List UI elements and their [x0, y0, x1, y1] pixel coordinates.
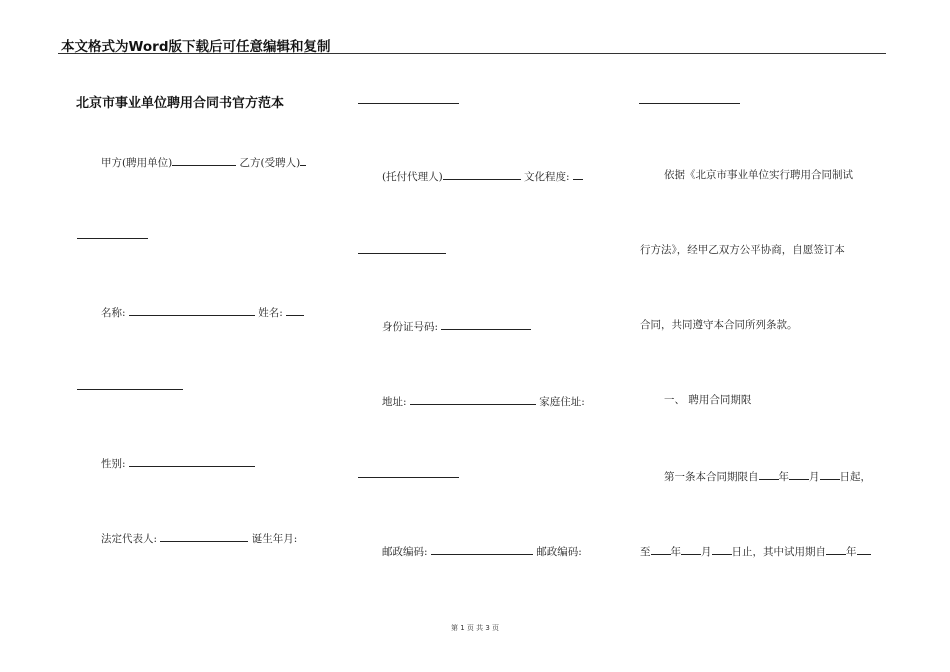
party-line [101, 154, 306, 170]
education-label: 文化程度: [524, 171, 570, 183]
clause-1-month: 月 [809, 471, 820, 483]
person-name-label: 姓名: [258, 307, 283, 319]
postcode-blank-1 [431, 543, 533, 555]
party-a-label: 甲方(聘用单位) [101, 157, 173, 169]
section-1-title: 一、 聘用合同期限 [664, 394, 752, 406]
id-blank [441, 318, 531, 330]
document-title: 北京市事业单位聘用合同书官方范本 [76, 96, 285, 111]
col2-top-blank [358, 103, 459, 104]
person-name-blank [286, 304, 304, 316]
probation-month-blank [857, 543, 871, 555]
agent-blank [443, 168, 521, 180]
postcode-label-2: 邮政编码: [536, 546, 582, 558]
postcode-line [382, 543, 582, 559]
header-divider [58, 53, 886, 54]
start-month-blank [789, 468, 809, 480]
probation-year-blank [826, 543, 846, 555]
id-line [382, 318, 531, 334]
clause-1b-year2: 年 [846, 546, 857, 558]
agent-continuation-blank [358, 253, 446, 254]
clause-1b-year: 年 [670, 546, 681, 558]
agent-line [382, 168, 583, 184]
start-year-blank [759, 468, 779, 480]
name-blank [129, 304, 255, 316]
party-b-label: 乙方(受聘人) [239, 157, 301, 169]
id-label: 身份证号码: [382, 321, 439, 333]
party-a-blank [172, 154, 236, 166]
party-continuation-blank [77, 238, 148, 239]
name-label: 名称: [101, 307, 126, 319]
agent-label: (托付代理人) [382, 171, 443, 183]
col3-top-blank [639, 103, 740, 104]
end-month-blank [681, 543, 701, 555]
clause-1-prefix: 第一条本合同期限自 [664, 471, 759, 483]
clause-1b-month: 月 [701, 546, 712, 558]
start-day-blank [820, 468, 840, 480]
end-year-blank [651, 543, 671, 555]
clause-1-line2 [640, 543, 871, 559]
legal-rep-line [101, 530, 297, 546]
para1-line2: 行方法》，经甲乙双方公平协商，自愿签订本 [640, 244, 845, 256]
para1-line3: 合同，共同遵守本合同所列条款。 [640, 319, 798, 331]
clause-1-day: 日起， [839, 471, 871, 483]
gender-line [101, 455, 255, 471]
address-blank [410, 393, 536, 405]
clause-1b-prefix: 至 [640, 546, 651, 558]
clause-1-line1 [664, 468, 871, 484]
party-b-blank [300, 154, 306, 166]
legal-rep-label: 法定代表人: [101, 533, 158, 545]
clause-1b-day-end: 日止，其中试用期自 [731, 546, 826, 558]
birth-label: 诞生年月: [251, 533, 298, 545]
para1-line1: 依据《北京市事业单位实行聘用合同制试 [664, 169, 853, 181]
home-address-label: 家庭住址: [539, 396, 585, 408]
legal-rep-blank [160, 530, 248, 542]
name-continuation-blank [77, 389, 183, 390]
clause-1-year: 年 [778, 471, 789, 483]
page-footer: 第 1 页 共 3 页 [450, 624, 500, 632]
address-line [382, 393, 585, 409]
gender-label: 性别: [101, 458, 126, 470]
document-header: 本文格式为Word版下载后可任意编辑和复制 [61, 39, 331, 55]
name-line [101, 304, 304, 320]
education-blank [573, 168, 583, 180]
address-continuation-blank [358, 477, 459, 478]
end-day-blank [712, 543, 732, 555]
address-label: 地址: [382, 396, 407, 408]
gender-blank [129, 455, 255, 467]
postcode-label-1: 邮政编码: [382, 546, 428, 558]
